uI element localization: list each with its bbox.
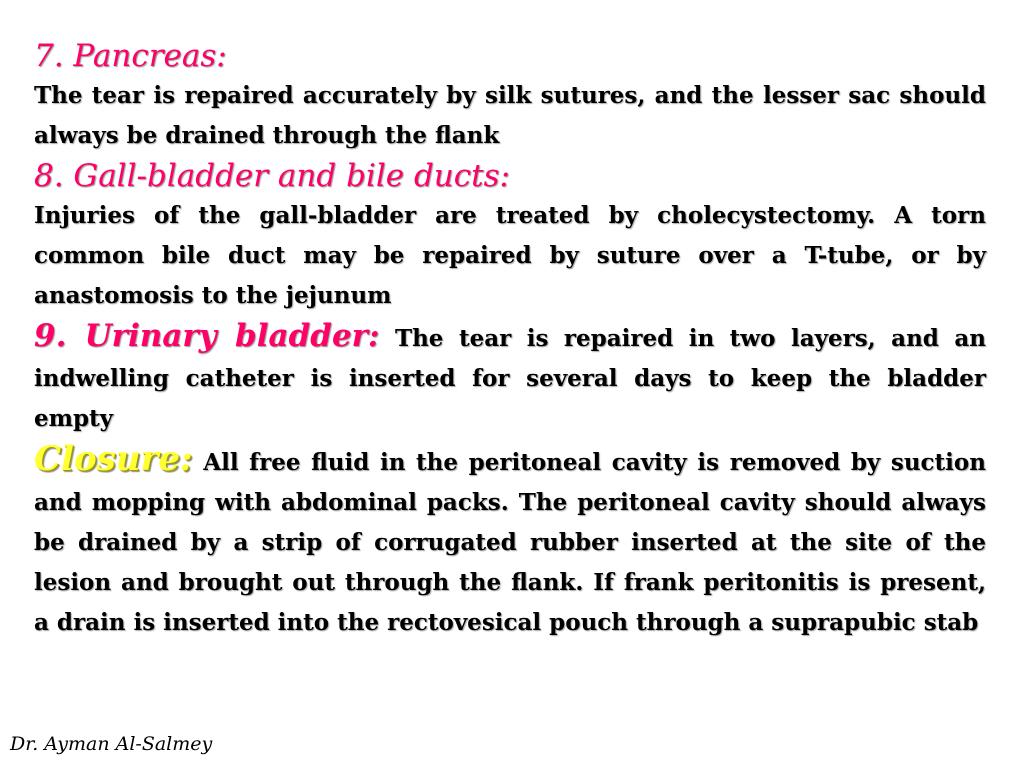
- section-heading-urinary-bladder: 9. Urinary bladder:: [34, 318, 380, 354]
- section-heading-pancreas: 7. Pancreas:: [34, 38, 227, 74]
- section-urinary-bladder: [34, 316, 986, 439]
- author-footer: Dr. Ayman Al-Salmey: [10, 733, 213, 755]
- section-pancreas: [34, 36, 986, 156]
- section-heading-closure: Closure:: [34, 439, 193, 479]
- section-closure: [34, 439, 986, 643]
- section-heading-gall-bladder: 8. Gall-bladder and bile ducts:: [34, 158, 510, 194]
- section-gall-bladder: [34, 156, 986, 316]
- section-paragraph-urinary-bladder: [34, 316, 986, 439]
- section-body-urinary-bladder: The tear is repaired in two layers, and an indwelling catheter is inserted for several days to keep the bladder empty: [34, 325, 987, 432]
- section-body-closure: All free fluid in the peritoneal cavity is removed by suction and mopping with abdominal packs. The peritoneal cavity should always be drained by a strip of corrugated rubber inserted at the site of the lesion and brought out through the flank. If frank peritonitis is present, a drain is inserted into the rectovesical pouch through a suprapubic stab: [34, 449, 986, 636]
- section-body-gall-bladder: Injuries of the gall-bladder are treated by cholecystectomy. A torn common bile duct may be repaired by suture over a T-tube, or by anastomosis to the jejunum: [34, 202, 986, 309]
- slide-content: [34, 36, 986, 643]
- section-paragraph-closure: [34, 439, 986, 643]
- section-body-pancreas: The tear is repaired accurately by silk sutures, and the lesser sac should always be drained through the flank: [34, 82, 986, 149]
